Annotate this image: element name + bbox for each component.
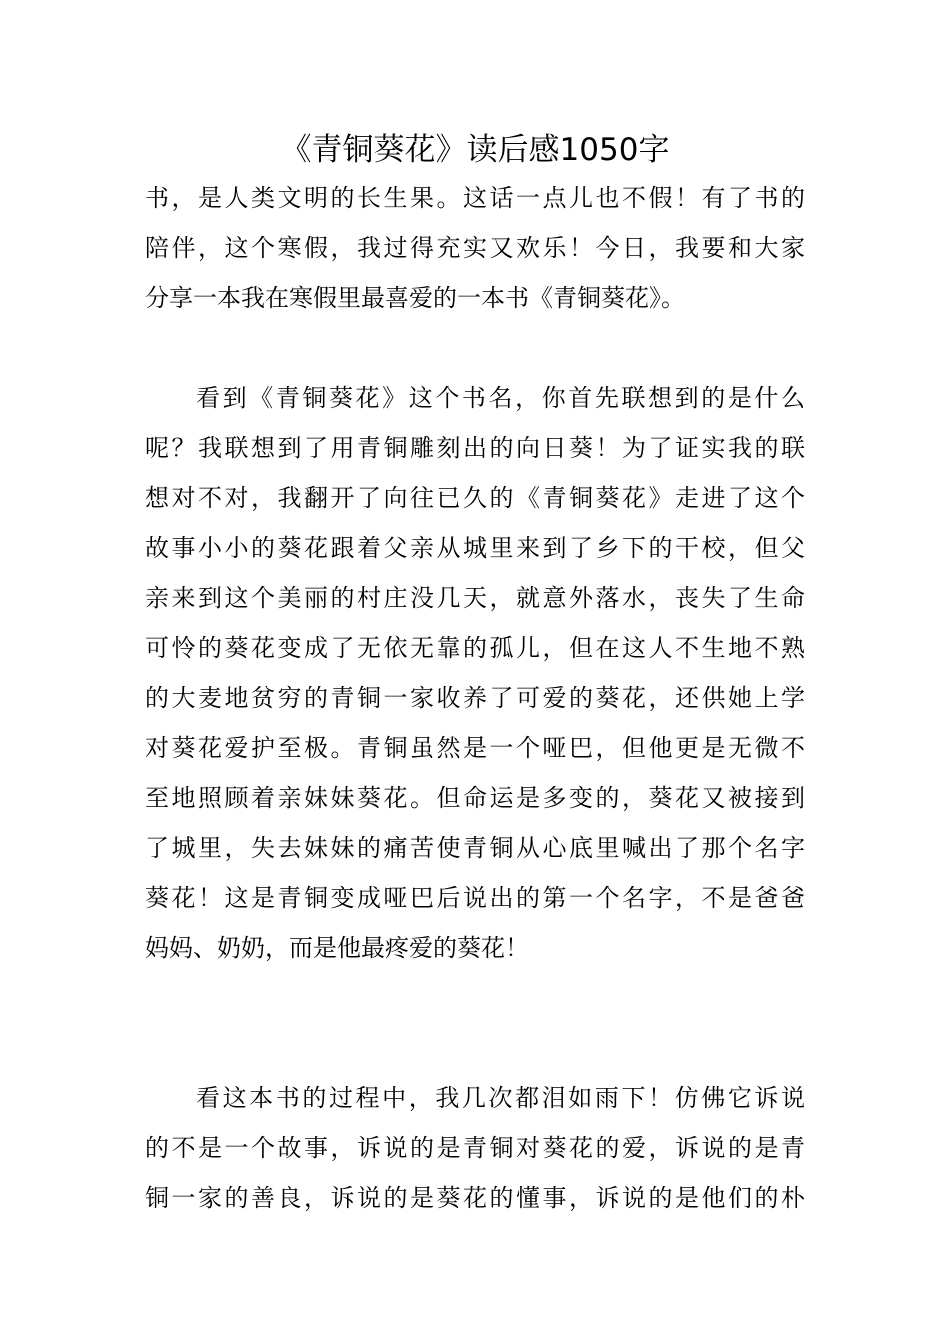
- paragraph-2-line-9: 至地照顾着亲妹妹葵花。但命运是多变的，葵花又被接到: [145, 784, 805, 812]
- paragraph-1-line-3: 分享一本我在寒假里最喜爱的一本书《青铜葵花》。: [145, 284, 685, 312]
- paragraph-2-line-8: 对葵花爱护至极。青铜虽然是一个哑巴，但他更是无微不: [145, 734, 805, 762]
- paragraph-2-line-5: 亲来到这个美丽的村庄没几天，就意外落水，丧失了生命: [145, 584, 805, 612]
- paragraph-2-line-4: 故事小小的葵花跟着父亲从城里来到了乡下的干校，但父: [145, 534, 805, 562]
- paragraph-2-line-2: 呢？我联想到了用青铜雕刻出的向日葵！为了证实我的联: [145, 434, 805, 462]
- paragraph-2-line-1: 看到《青铜葵花》这个书名，你首先联想到的是什么: [196, 384, 805, 412]
- paragraph-2-line-12: 妈妈、奶奶，而是他最疼爱的葵花！: [145, 934, 529, 962]
- paragraph-3-line-3: 铜一家的善良，诉说的是葵花的懂事，诉说的是他们的朴: [145, 1184, 805, 1212]
- paragraph-1-line-2: 陪伴，这个寒假，我过得充实又欢乐！今日，我要和大家: [145, 234, 805, 262]
- paragraph-2-line-11: 葵花！这是青铜变成哑巴后说出的第一个名字，不是爸爸: [145, 884, 805, 912]
- paragraph-2-line-6: 可怜的葵花变成了无依无靠的孤儿，但在这人不生地不熟: [145, 634, 805, 662]
- paragraph-3-line-2: 的不是一个故事，诉说的是青铜对葵花的爱，诉说的是青: [145, 1134, 805, 1162]
- paragraph-2-line-7: 的大麦地贫穷的青铜一家收养了可爱的葵花，还供她上学: [145, 684, 805, 712]
- paragraph-2-line-10: 了城里，失去妹妹的痛苦使青铜从心底里喊出了那个名字: [145, 834, 805, 862]
- paragraph-3-line-1: 看这本书的过程中，我几次都泪如雨下！仿佛它诉说: [196, 1084, 805, 1112]
- paragraph-1-line-1: 书，是人类文明的长生果。这话一点儿也不假！有了书的: [145, 184, 805, 212]
- paragraph-2-line-3: 想对不对，我翻开了向往已久的《青铜葵花》走进了这个: [145, 484, 805, 512]
- document-title: 《青铜葵花》读后感1050字: [280, 132, 670, 168]
